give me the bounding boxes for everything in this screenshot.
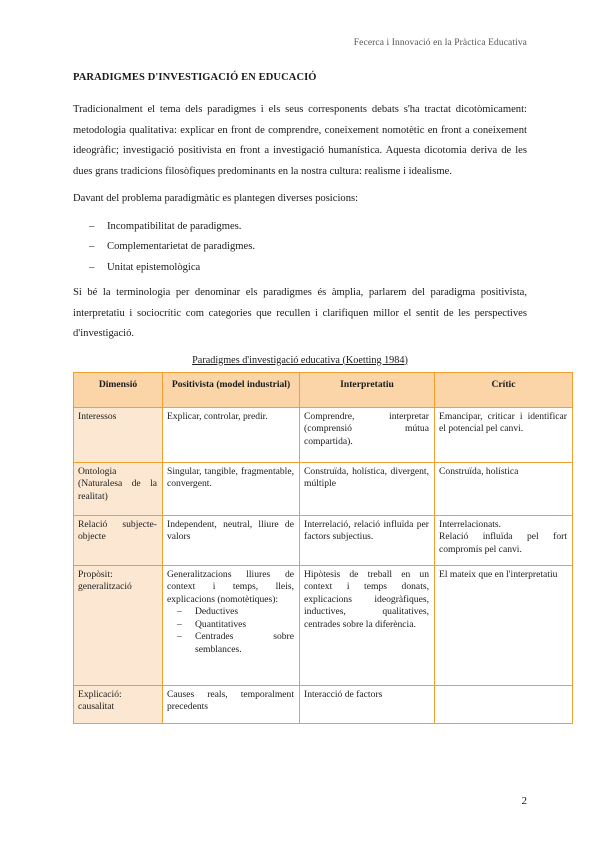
table-row	[74, 515, 573, 565]
table-row	[74, 407, 573, 462]
cell-dimension: Relació subjecte-objecte	[74, 515, 163, 565]
page-number: 2	[521, 795, 527, 807]
generalization-list	[167, 606, 294, 656]
list-item: – Unitat epistemològica	[89, 261, 201, 273]
cell-positivist: Singular, tangible, fragmentable, convergent.	[163, 462, 300, 515]
header-critical: Crític	[435, 372, 573, 407]
header-positivist: Positivista (model industrial)	[163, 372, 300, 407]
cell-critical: Construïda, holística	[435, 462, 573, 515]
main-content	[73, 72, 567, 724]
table-row	[74, 462, 573, 515]
list-item: – Centrades sobre semblances.	[177, 631, 294, 656]
terminology-paragraph: Si bé la terminologia per denominar els paradigmes és àmplia, parlarem del paradigma positivista, interpretatiu i sociocrític com categories que recullen i clarifiquen millor el sentit de les perspectives d'investigació.	[73, 287, 527, 339]
table-row	[74, 685, 573, 723]
cell-dimension: Explicació: causalitat	[74, 685, 163, 723]
running-header: Fecerca i Innovació en la Pràctica Educativa	[353, 38, 527, 48]
table-caption: Paradigmes d'investigació educativa (Koetting 1984)	[192, 354, 408, 366]
cell-interpretive: Interacció de factors	[300, 685, 435, 723]
cell-critical: Emancipar, criticar i identificar el potencial pel canvi.	[435, 407, 573, 462]
list-item: – Deductives	[177, 606, 239, 618]
header-dimension: Dimensió	[74, 372, 163, 407]
cell-critical: El mateix que en l'interpretatiu	[435, 565, 573, 685]
cell-interpretive: Interrelació, relació influïda per factors subjectius.	[300, 515, 435, 565]
list-item: – Complementarietat de paradigmes.	[89, 241, 255, 252]
cell-interpretive: Comprendre, interpretar (comprensió mútua compartida).	[300, 407, 435, 462]
paradigms-table	[73, 372, 573, 724]
table-header-row	[74, 372, 573, 407]
header-interpretive: Interpretatiu	[300, 372, 435, 407]
section-title: PARADIGMES D'INVESTIGACIÓ EN EDUCACIÓ	[73, 72, 317, 83]
list-item: – Incompatibilitat de paradigmes.	[89, 220, 242, 232]
cell-interpretive: Hipòtesis de treball en un context i temps donats, explicacions ideogràfiques, inductives, qualitatives, centrades sobre la diferència.	[300, 565, 435, 685]
cell-positivist: Generalitzacions lliures de context i temps, lleis, explicacions (nomotètiques): – Deductives – Quantitatives – Centrades sobre semblances.	[163, 565, 300, 685]
positions-list	[73, 217, 527, 279]
cell-positivist: Independent, neutral, lliure de valors	[163, 515, 300, 565]
cell-critical	[435, 685, 573, 723]
positions-intro: Davant del problema paradigmàtic es plantegen diverses posicions:	[73, 193, 359, 204]
table-row	[74, 565, 573, 685]
cell-interpretive: Construïda, holística, divergent, múltiple	[300, 462, 435, 515]
cell-dimension: Propòsit: generalització	[74, 565, 163, 685]
intro-paragraph: Tradicionalment el tema dels paradigmes i els seus corresponents debats s'ha tractat dicotòmicament: metodologia qualitativa: explicar en front de comprendre, coneixement nomotètic en front a coneixement ideogràfic; investigació positivista en front a investigació humanística. Aquesta dicotomia deriva de les dues grans tradicions filosòfiques predominants en la nostra cultura: realisme i idealisme.	[73, 104, 527, 177]
list-item: – Quantitatives	[177, 618, 247, 630]
cell-critical: Interrelacionats. Relació influïda pel fort compromís pel canvi.	[435, 515, 573, 565]
cell-positivist: Explicar, controlar, predir.	[163, 407, 300, 462]
cell-dimension: Interessos	[74, 407, 163, 462]
cell-dimension: Ontologia (Naturalesa de la realitat)	[74, 462, 163, 515]
cell-positivist: Causes reals, temporalment precedents	[163, 685, 300, 723]
